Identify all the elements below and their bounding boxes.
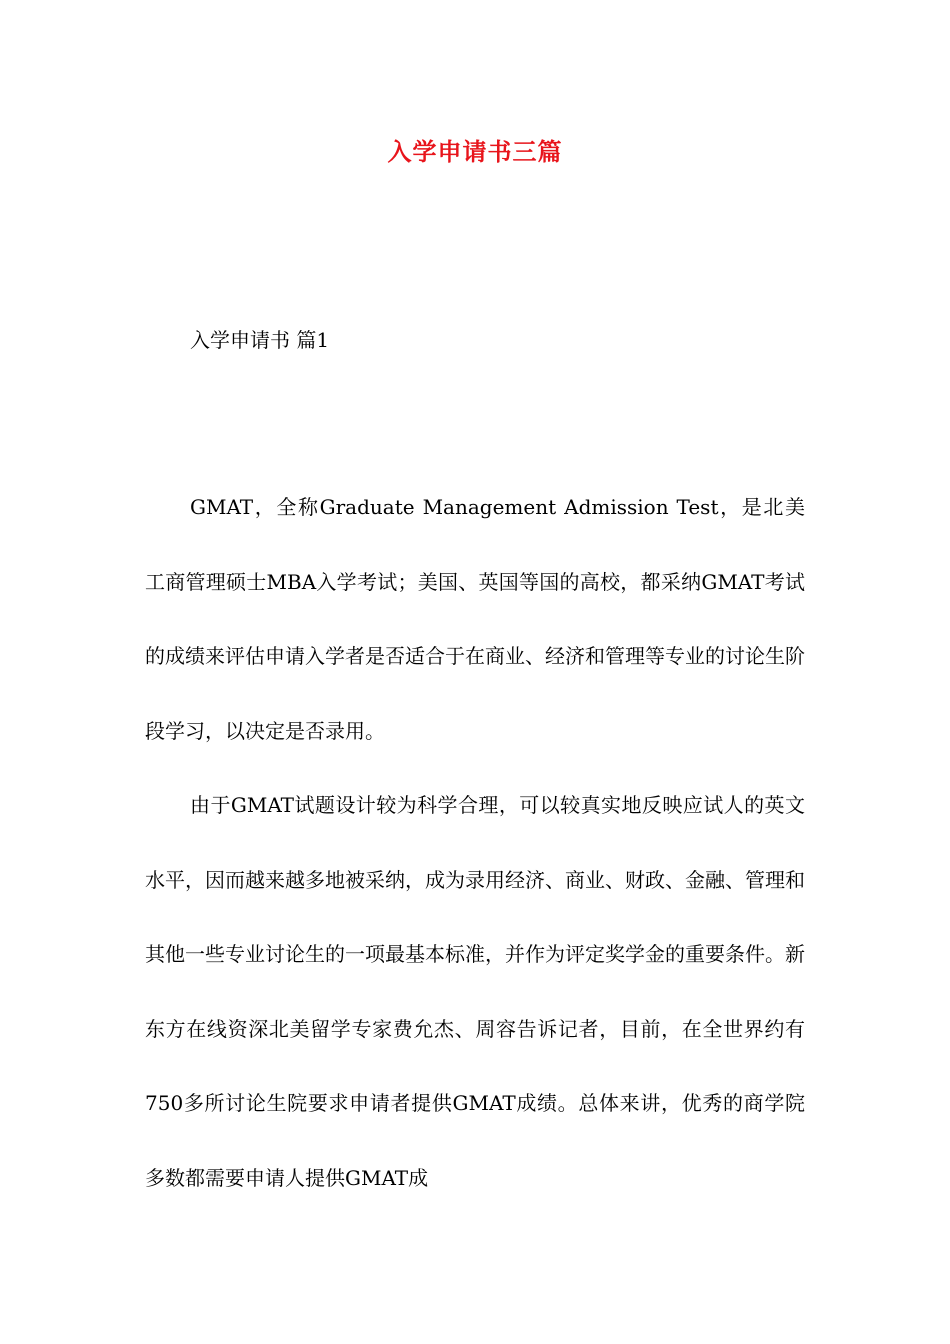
section-heading: 入学申请书 篇1 [190, 328, 330, 352]
body-paragraph: 由于GMAT试题设计较为科学合理，可以较真实地反映应试人的英文水平，因而越来越多地被采纳，成为录用经济、商业、财政、金融、管理和其他一些专业讨论生的一项最基本标准，并作为评定奖学金的重要条件。新东方在线资深北美留学专家费允杰、周容告诉记者，目前，在全世界约有750多所讨论生院要求申请者提供GMAT成绩。总体来讲，优秀的商学院多数都需要申请人提供GMAT成 [145, 793, 805, 1190]
body-paragraph: GMAT，全称Graduate Management Admission Test，是北美工商管理硕士MBA入学考试；美国、英国等国的高校，都采纳GMAT考试的成绩来评估申请入学者是否适合于在商业、经济和管理等专业的讨论生阶段学习，以决定是否录用。 [145, 495, 805, 743]
document-body [145, 470, 805, 1215]
document-title: 入学申请书三篇 [387, 137, 563, 166]
